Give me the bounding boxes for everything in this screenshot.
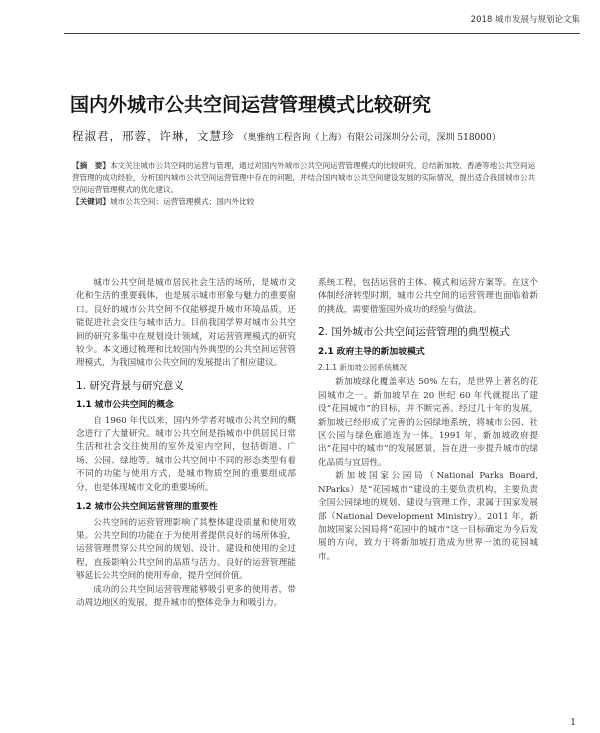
affiliation: （奥雅纳工程咨询（上海）有限公司深圳分公司，深圳 518000）: [238, 133, 501, 143]
header-rule: [64, 33, 580, 34]
section-2-1-text-2: 新加坡国家公园局（National Parks Board, NParks）是“花园城市”建设的主要负责机构，主要负责全国公园绿地的规划、建设与管理工作，隶属于国家发展部（National Development Ministry）。2011 年，新加坡国家公园局将“花园中的城市”这一目标确定为今后发展的方向，致力于将新加坡打造成为世界一流的花园城市。: [318, 471, 538, 562]
abstract-block: [72, 160, 542, 208]
section-2-1-1-heading: 2.1.1 新加坡公园系统概况: [318, 363, 407, 373]
section-1-2-text-2: 成功的公共空间运营管理能够吸引更多的使用者，带动周边地区的发展，提升城市的整体竞争力和吸引力。: [76, 584, 296, 608]
abstract-text: 本文关注城市公共空间的运营与管理，通过对国内外城市公共空间运营管理模式的比较研究，总结新加坡、香港等地公共空间运营管理的成功经验，分析国内城市公共空间运营管理中存在的问题，并结合国内城市公共空间建设发展的实际情况，提出适合我国城市公共空间运营管理模式的优化建议。: [72, 161, 536, 194]
section-2-heading: 2. 国外城市公共空间运营管理的典型模式: [318, 326, 510, 339]
section-2-1-heading: 2.1 政府主导的新加坡模式: [318, 346, 425, 357]
keywords-text: 城市公共空间；运营管理模式；国内外比较: [109, 197, 255, 206]
left-column: [76, 277, 296, 610]
section-2-1-text-1: 新加坡绿化覆盖率达 50% 左右，是世界上著名的花园城市之一。新加坡早在 20 世纪 60 年代就提出了建设“花园城市”的目标，并不断完善。经过几十年的发展，新加坡已经形成了完善的公园绿地系统，将城市公园、社区公园与绿色廊道连为一体。1991 年，新加坡政府提出“花园中的城市”的发展愿景，旨在进一步提升城市的绿化品质与宜居性。: [318, 377, 538, 468]
author-line: [72, 128, 501, 144]
section-1-1-heading: 1.1 城市公共空间的概念: [76, 400, 174, 411]
section-1-heading: 1. 研究背景与研究意义: [76, 379, 184, 392]
paper-title: 国内外城市公共空间运营管理模式比较研究: [70, 94, 432, 116]
right-column: [318, 277, 538, 564]
abstract-label: 【摘 要】: [72, 161, 110, 170]
keywords-label: 【关键词】: [72, 197, 110, 206]
section-1-2-heading: 1.2 城市公共空间运营管理的重要性: [76, 502, 218, 513]
keywords: [72, 196, 542, 208]
running-header: 2018 城市发展与规划论文集: [470, 15, 580, 25]
section-1-2-text: 公共空间的运营管理影响了其整体建设质量和使用效果。公共空间的功能在于为使用者提供良好的场所体验，运营管理贯穿公共空间的规划、设计、建设和使用的全过程，直接影响公共空间的品质与活力。良好的运营管理能够延长公共空间的使用寿命，提升空间价值。: [76, 517, 296, 582]
right-intro-text: 系统工程，包括运营的主体、模式和运营方案等。在这个体制经济转型时期，城市公共空间的运营管理也面临着新的挑战，需要借鉴国外成功的经验与做法。: [318, 278, 538, 315]
page-number: 1: [570, 718, 576, 728]
authors: 程淑君，邢蓉，许琳，文慧珍: [72, 129, 235, 143]
section-1-1-text: 自 1960 年代以来，国内外学者对城市公共空间的概念进行了大量研究。城市公共空间是指城市中供居民日常生活和社会交往使用的室外及室内空间，包括街道、广场、公园、绿地等。城市公共空间中不同的形态类型有着不同的功能与使用方式，是城市物质空间的重要组成部分，也是体现城市文化的重要场所。: [76, 415, 296, 493]
abstract: [72, 160, 542, 196]
intro-paragraph: 城市公共空间是城市居民社会生活的场所，是城市文化和生活的重要载体，也是展示城市形象与魅力的重要窗口。良好的城市公共空间不仅能够提升城市环境品质，还能促进社会交往与城市活力。目前我国学界对城市公共空间的研究多集中在规划设计领域，对运营管理模式的研究较少。本文通过梳理和比较国内外典型的公共空间运营管理模式，为我国城市公共空间的发展提出了相应建议。: [76, 278, 296, 369]
